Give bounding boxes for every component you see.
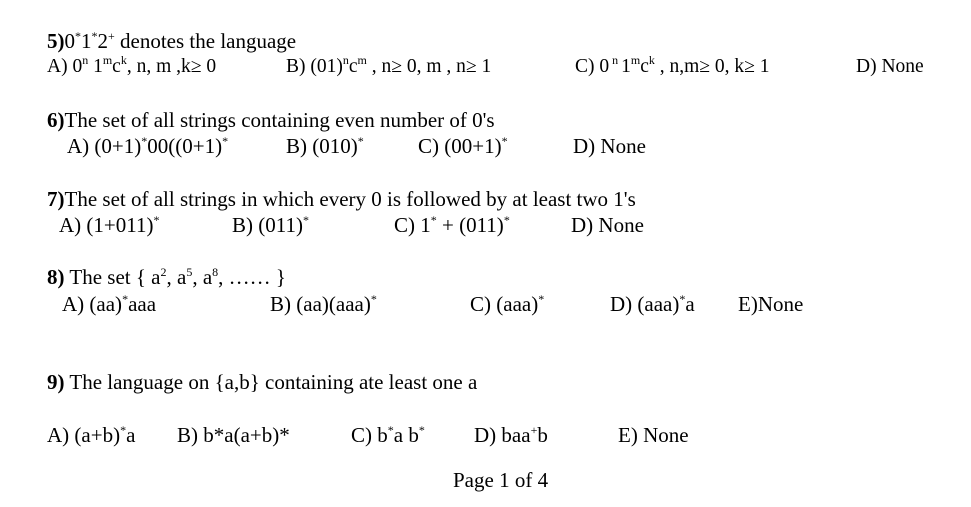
question-6-option-d: D) None <box>573 134 646 158</box>
question-5-option-a: A) 0$^n$ $1^mc^k$, n, m ,k≥ 0 <box>47 53 217 77</box>
question-8-prompt: 8) The set { $a^2$, $a^5$, $a^8$, …… } <box>47 265 286 289</box>
page-number: Page 1 of 4 <box>453 468 549 492</box>
question-8-option-c: C) (aaa)* <box>470 292 545 316</box>
question-6-option-c: C) (00+1)* <box>418 134 508 158</box>
question-6-prompt: 6)The set of all strings containing even number of 0's <box>47 108 495 132</box>
question-6-option-a: A) (0+1)*00((0+1)* <box>67 134 229 158</box>
question-5-prompt: 5)0*1*2+ denotes the language <box>47 29 297 53</box>
question-number: 5) <box>47 29 65 53</box>
question-8-option-a: A) (aa)*aaa <box>62 292 157 316</box>
question-number: 7) <box>47 187 65 211</box>
question-number: 9) <box>47 370 65 394</box>
question-number: 6) <box>47 108 65 132</box>
question-9-option-a: A) (a+b)*a <box>47 423 136 447</box>
question-7-prompt: 7)The set of all strings in which every 0 is followed by at least two 1's <box>47 187 636 211</box>
question-6-option-b: B) (010)* <box>286 134 364 158</box>
question-9-prompt: 9) The language on {a,b} containing ate least one a <box>47 370 478 394</box>
question-7-option-a: A) (1+011)* <box>59 213 160 237</box>
question-9-option-b: B) b*a(a+b)* <box>177 423 290 447</box>
question-number: 8) <box>47 265 65 289</box>
question-7-option-c: C) 1* + (011)* <box>394 213 510 237</box>
question-8-option-b: B) (aa)(aaa)* <box>270 292 377 316</box>
question-5-option-b: B) $(01)^nc^m$ , n≥ 0, m , n≥ 1 <box>286 53 492 77</box>
question-7-option-b: B) (011)* <box>232 213 309 237</box>
question-9-option-c: C) b*a b* <box>351 423 425 447</box>
question-8-option-d: D) (aaa)*a <box>610 292 695 316</box>
question-5-option-c: C) 0 $^n$ $1^mc^k$ , n,m≥ 0, k≥ 1 <box>575 53 770 77</box>
question-7-option-d: D) None <box>571 213 644 237</box>
question-9-option-e: E) None <box>618 423 689 447</box>
question-9-option-d: D) baa+b <box>474 423 548 447</box>
question-5-option-d: D) None <box>856 56 924 77</box>
question-8-option-e: E)None <box>738 292 804 316</box>
